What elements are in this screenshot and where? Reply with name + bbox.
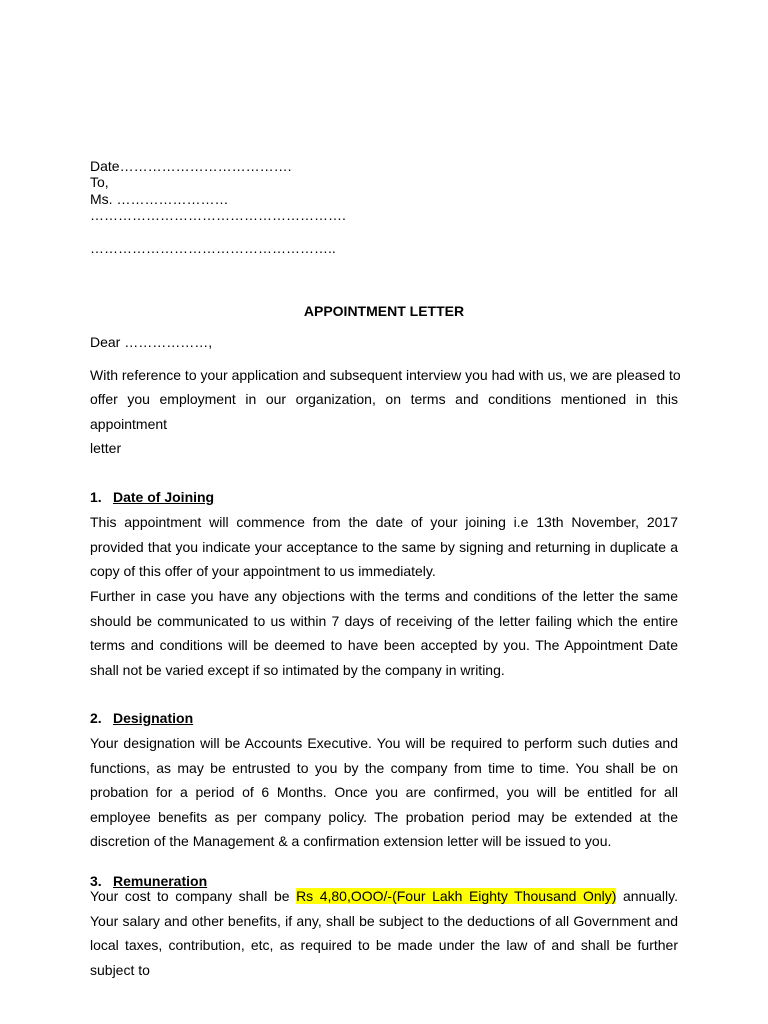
section-title: Designation bbox=[113, 710, 194, 726]
salutation: Dear ………………, bbox=[90, 334, 213, 350]
recipient-address-line-1: ………………………………………………. bbox=[90, 207, 346, 223]
section-title: Date of Joining bbox=[113, 489, 215, 505]
letter-title: APPOINTMENT LETTER bbox=[303, 303, 465, 319]
designation-paragraph: Your designation will be Accounts Executive. You will be required to perform such duties and functions, as may be entrusted to you by the company from time to time. You shall be on probation for a period of 6 Months. Once you are confirmed, you will be entitled for all employee benefits as per company policy. The probation period may be extended at the discretion of the Management & a confirmation extension letter will be issued to you. bbox=[90, 735, 678, 849]
date-line: Date………………………………. bbox=[90, 158, 292, 174]
section-number: 1. bbox=[90, 489, 102, 505]
section-number: 3. bbox=[90, 873, 102, 889]
to-line: To, bbox=[90, 174, 109, 190]
date-of-joining-paragraph-2: Further in case you have any objections with the terms and conditions of the letter the same should be communicated to us within 7 days of receiving of the letter failing which the entire terms and conditions will be deemed to have been accepted by you. The Appointment Date shall not be varied except if so intimated by the company in writing. bbox=[90, 588, 678, 678]
date-of-joining-paragraph-1: This appointment will commence from the date of your joining i.e 13th November, 2017 provided that you indicate your acceptance to the same by signing and returning in duplicate a copy of this offer of your appointment to us immediately. bbox=[90, 514, 678, 579]
remuneration-text-after: annually. Your salary and other benefits, if any, shall be subject to the deductions of all Government and local taxes, contribution, etc, as required to be made under the law of and shall be further subject to bbox=[90, 888, 678, 978]
intro-line-4: letter bbox=[90, 440, 122, 456]
section-title: Remuneration bbox=[113, 873, 208, 889]
remuneration-paragraph bbox=[90, 884, 678, 982]
section-heading-date-of-joining bbox=[90, 489, 214, 505]
section-number: 2. bbox=[90, 710, 102, 726]
intro-line-1: With reference to your application and subsequent interview you had with us, we are pleased to bbox=[90, 367, 681, 383]
section-heading-designation bbox=[90, 710, 193, 726]
intro-line-3: appointment bbox=[90, 416, 168, 432]
recipient-address-line-2: …………………………………………….. bbox=[90, 240, 336, 256]
recipient-name-line: Ms. …………………… bbox=[90, 191, 229, 207]
intro-line-2: offer you employment in our organization, on terms and conditions mentioned in this bbox=[90, 391, 678, 407]
salary-amount-highlight: Rs 4,80,OOO/-(Four Lakh Eighty Thousand Only) bbox=[296, 888, 617, 904]
remuneration-text-before: Your cost to company shall be bbox=[90, 888, 297, 904]
